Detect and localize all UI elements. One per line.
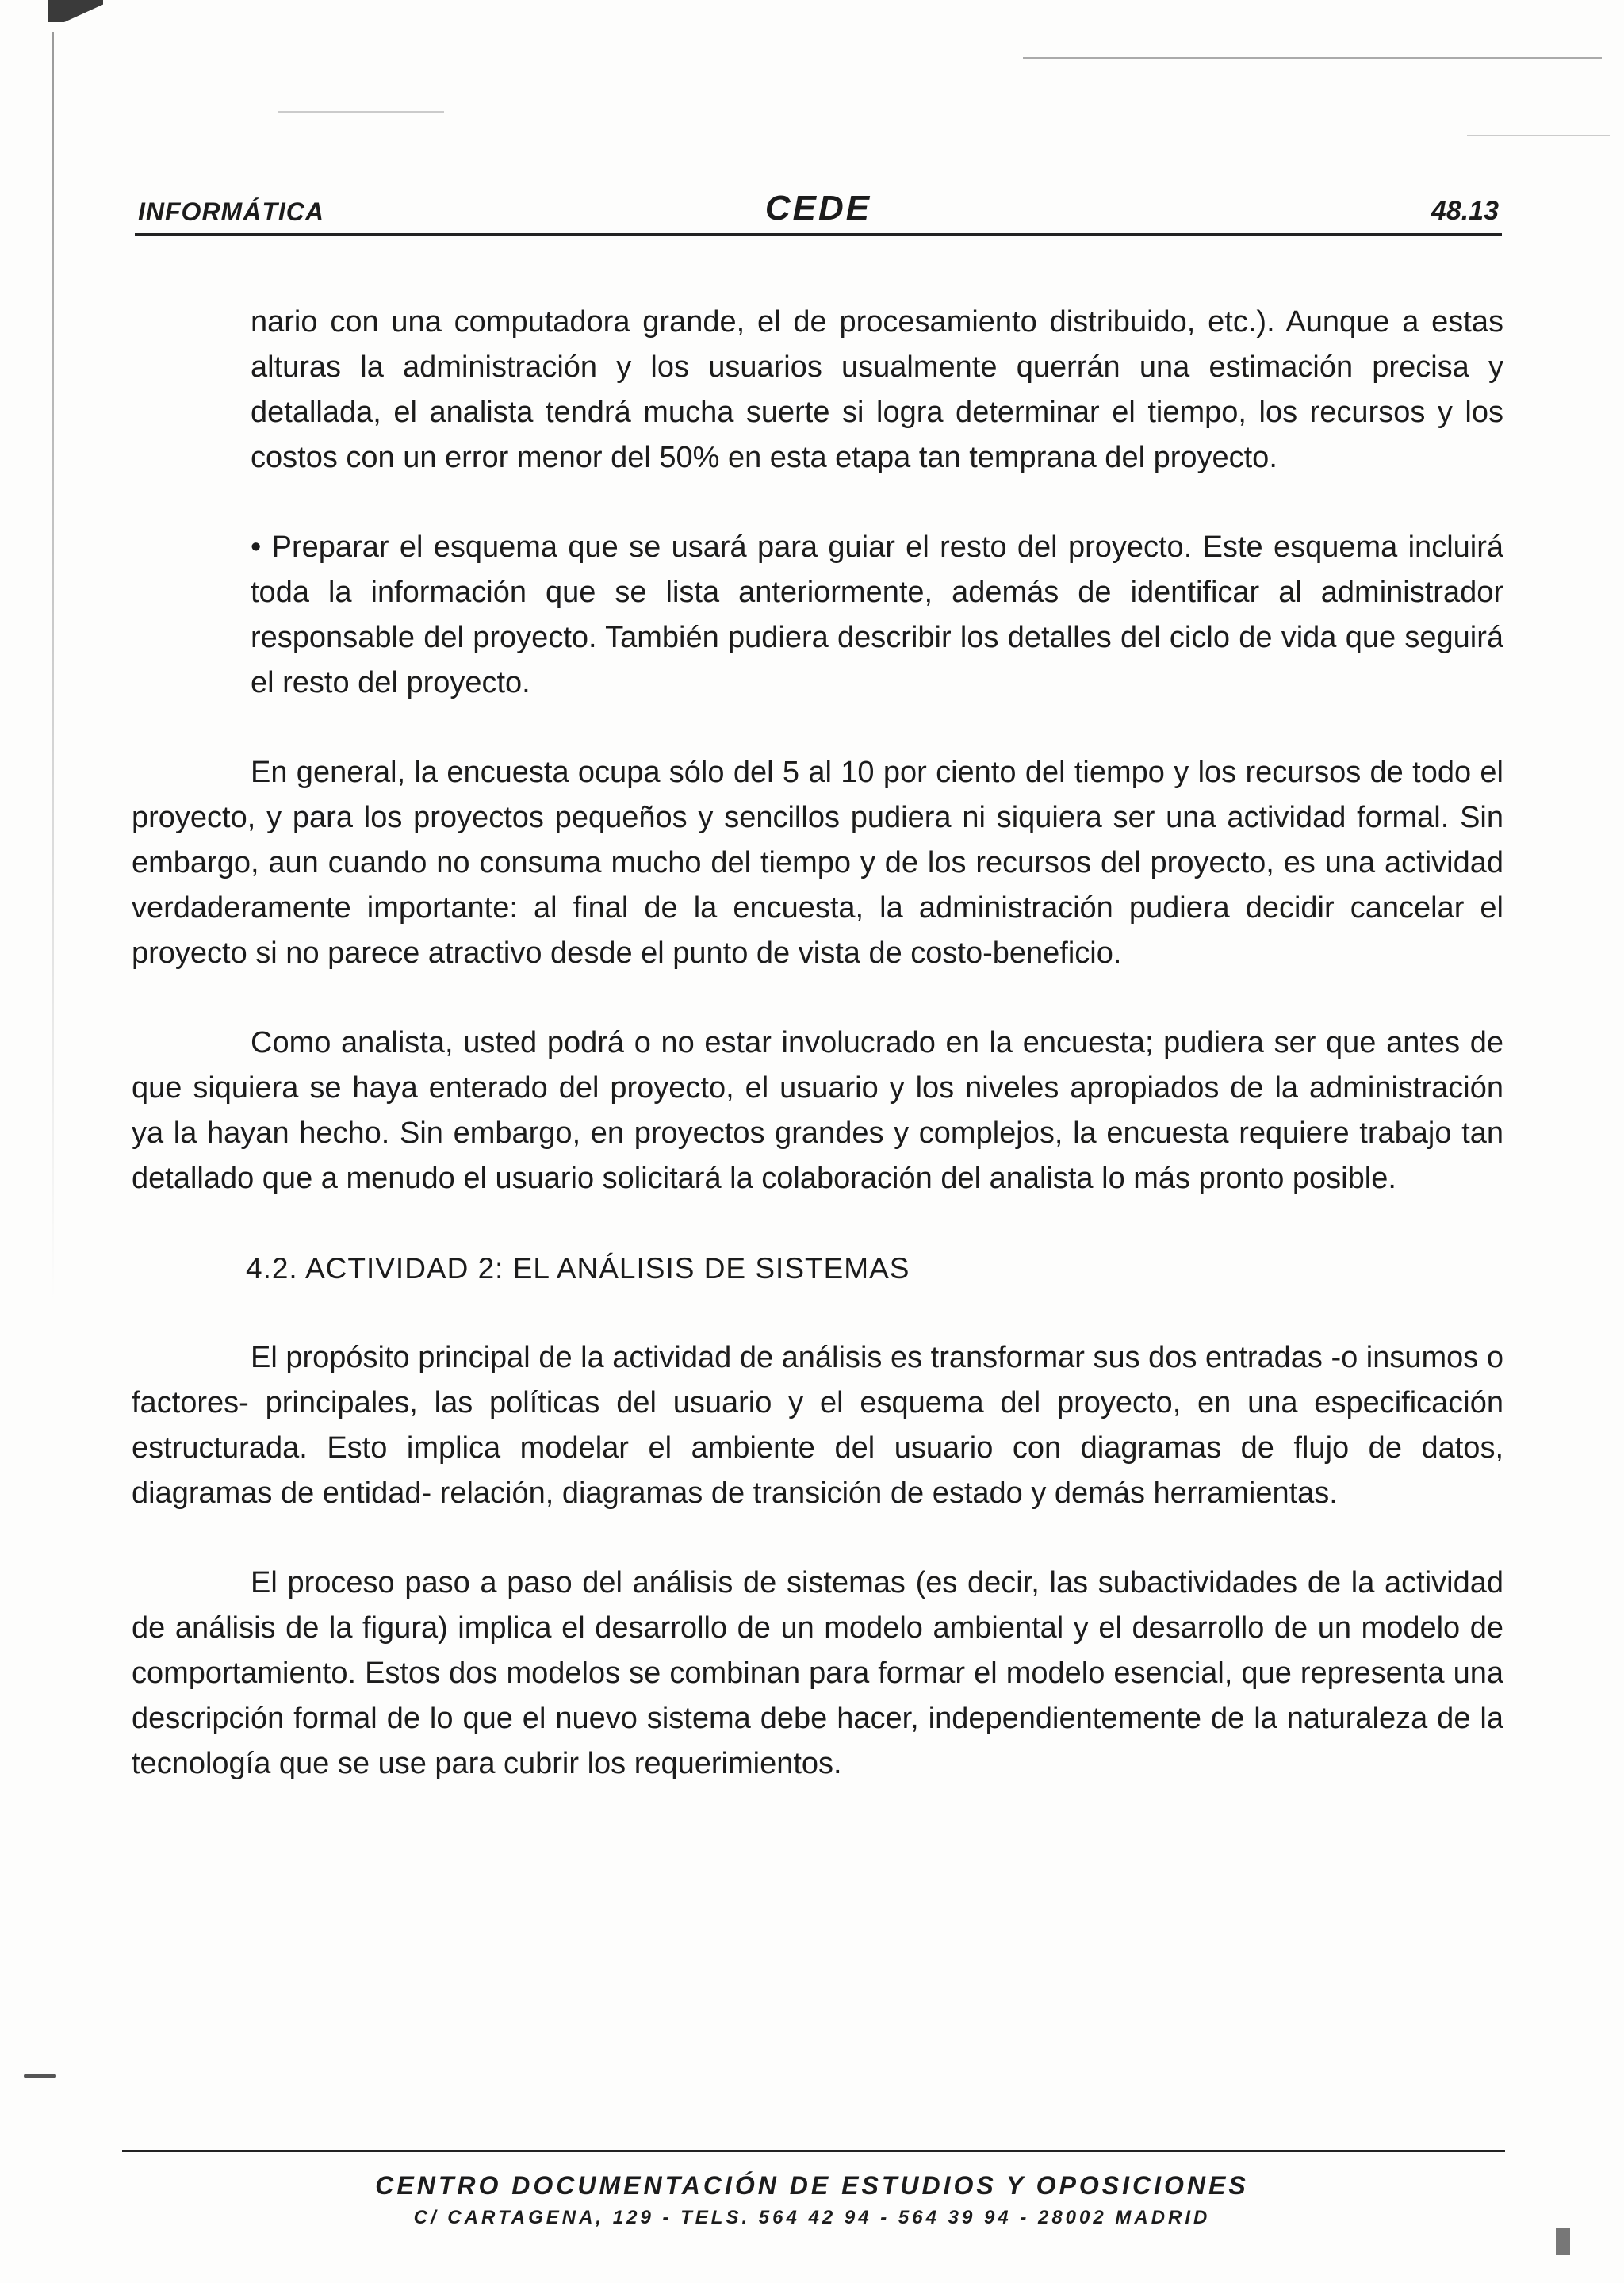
footer-rule — [122, 2150, 1505, 2152]
scan-artifact-dash — [1023, 57, 1602, 59]
scan-artifact-mark — [1556, 2228, 1570, 2255]
header-subject: INFORMÁTICA — [138, 197, 324, 226]
section-heading: 4.2. ACTIVIDAD 2: EL ANÁLISIS DE SISTEMAS — [246, 1252, 910, 1285]
page-number: 48.13 — [1431, 196, 1499, 226]
scan-artifact-corner — [48, 0, 103, 22]
page-body — [132, 300, 1503, 1787]
scan-artifact-mark — [24, 2074, 56, 2078]
paragraph: Como analista, usted podrá o no estar involucrado en la encuesta; pudiera ser que antes de que siquiera se haya enterado del proyecto, el usuario y los niveles apropiados de la administración ya la hayan hecho. Sin embargo, en proyectos grandes y complejos, la encuesta requiere trabajo tan detallado que a menudo el usuario solicitará la colaboración del analista lo más pronto posible. — [132, 1026, 1503, 1195]
footer-address: C/ CARTAGENA, 129 - TELS. 564 42 94 - 564 39 94 - 28002 MADRID — [413, 2207, 1211, 2228]
scan-artifact-edge — [52, 32, 54, 1300]
footer-organization: CENTRO DOCUMENTACIÓN DE ESTUDIOS Y OPOSICIONES — [375, 2171, 1249, 2200]
paragraph: En general, la encuesta ocupa sólo del 5 al 10 por ciento del tiempo y los recursos de todo el proyecto, y para los proyectos pequeños y sencillos pudiera ni siquiera ser una actividad formal. Sin embargo, aun cuando no consuma mucho del tiempo y de los recursos del proyecto, es una actividad verdaderamente importante: al final de la encuesta, la administración pudiera decidir cancelar el proyecto si no parece atractivo desde el punto de vista de costo-beneficio. — [132, 756, 1503, 970]
scan-artifact-dash — [278, 111, 444, 113]
header-logo: CEDE — [764, 189, 872, 228]
paragraph: nario con una computadora grande, el de procesamiento distribuido, etc.). Aunque a estas alturas la administración y los usuarios usualmente querrán una estimación precisa y detallada, el analista tendrá mucha suerte si logra determinar el tiempo, los recursos y los costos con un error menor del 50% en esta etapa tan temprana del proyecto. — [251, 305, 1503, 474]
bullet-paragraph: • Preparar el esquema que se usará para guiar el resto del proyecto. Este esquema incluirá toda la información que se lista anteriormente, además de identificar al administrador responsable del proyecto. También pudiera describir los detalles del ciclo de vida que seguirá el resto del proyecto. — [251, 531, 1503, 699]
paragraph: El propósito principal de la actividad de análisis es transformar sus dos entradas -o insumos o factores- principales, las políticas del usuario y el esquema del proyecto, en una especificación estructurada. Esto implica modelar el ambiente del usuario con diagramas de flujo de datos, diagramas de entidad- relación, diagramas de transición de estado y demás herramientas. — [132, 1341, 1503, 1510]
scan-artifact-dash — [1467, 135, 1610, 136]
page-header — [135, 189, 1502, 236]
paragraph: El proceso paso a paso del análisis de sistemas (es decir, las subactividades de la actividad de análisis de la figura) implica el desarrollo de un modelo ambiental y el desarrollo de un modelo de comportamiento. Estos dos modelos se combinan para formar el modelo esencial, que representa una descripción formal de lo que el nuevo sistema debe hacer, independientemente de la naturaleza de la tecnología que se use para cubrir los requerimientos. — [132, 1566, 1503, 1780]
